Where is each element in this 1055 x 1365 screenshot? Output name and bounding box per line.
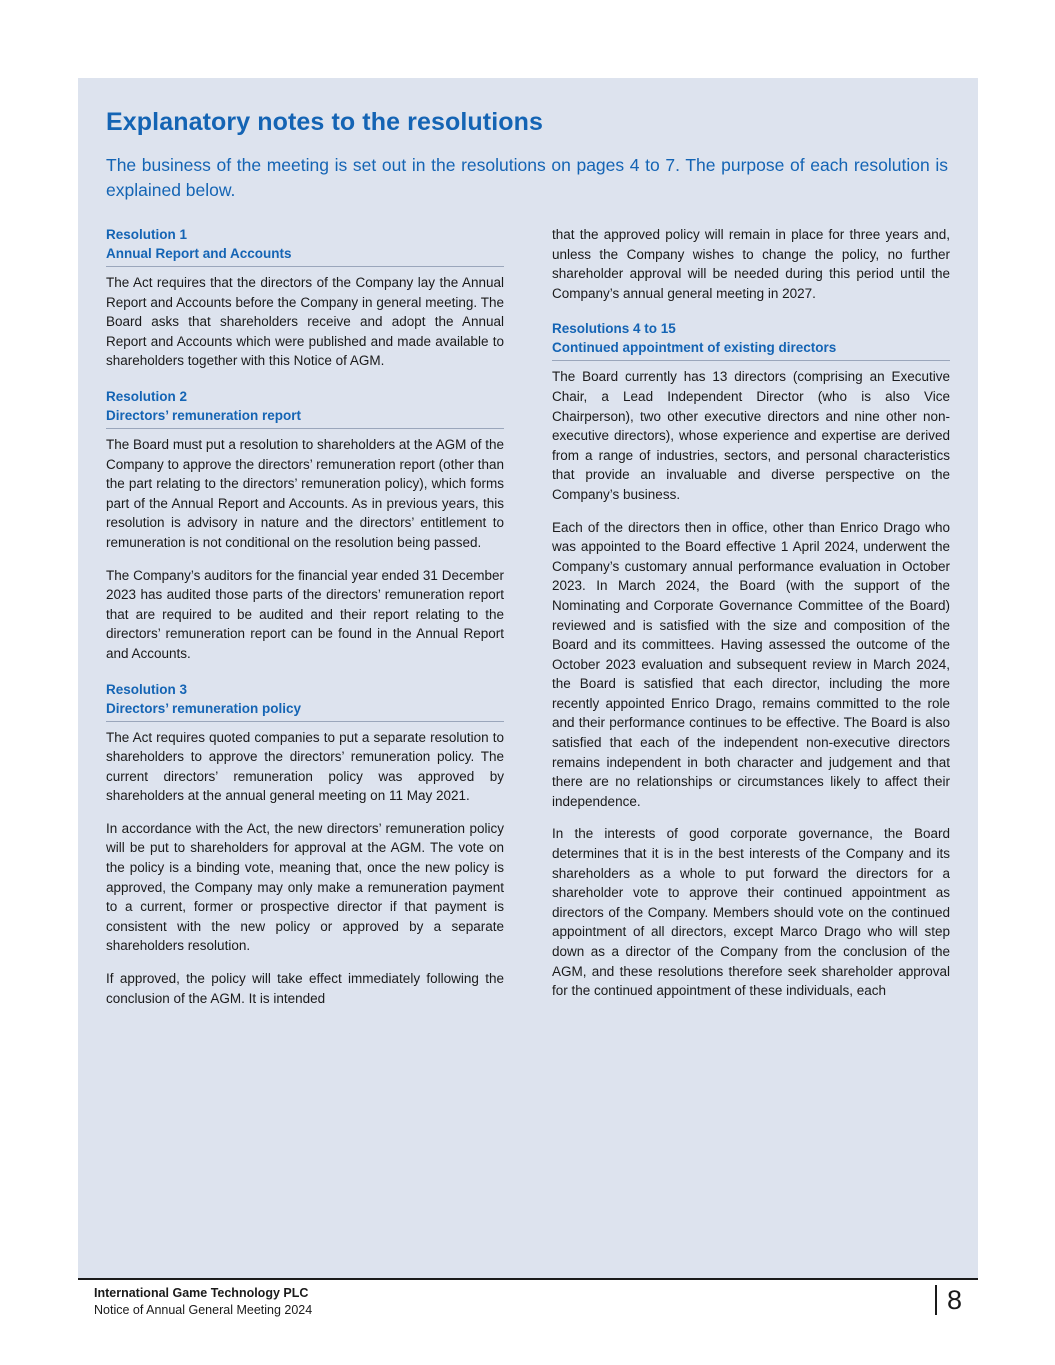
- footer-divider: [78, 1278, 978, 1280]
- page-title: Explanatory notes to the resolutions: [106, 108, 543, 136]
- footer-company: International Game Technology PLC: [94, 1286, 309, 1300]
- right-column: [552, 225, 950, 1015]
- section-heading: Resolution 3: [106, 681, 188, 697]
- paragraph: In accordance with the Act, the new directors’ remuneration policy will be put to shareholders for approval at the AGM. The vote on the policy is a binding vote, meaning that, once the new policy is approved, the Company may only make a remuneration payment to a current, former or prospective director if that payment is consistent with the new policy or approved by a separate shareholders resolution.: [106, 820, 504, 954]
- footer-rule-icon: [935, 1285, 937, 1315]
- paragraph: The Company’s auditors for the financial year ended 31 December 2023 has audited those parts of the directors’ remuneration report that are required to be audited and their report relating to the directors’ remuneration report can be found in the Annual Report and Accounts.: [106, 567, 504, 661]
- section-resolution-1: [106, 225, 504, 371]
- paragraph: The Act requires quoted companies to put a separate resolution to shareholders to approve the directors’ remuneration policy. The current directors’ remuneration policy was approved by shareholders at the annual general meeting on 11 May 2021.: [106, 729, 504, 804]
- section-subheading: Annual Report and Accounts: [106, 244, 504, 267]
- footer-subtitle: Notice of Annual General Meeting 2024: [94, 1303, 313, 1317]
- paragraph: In the interests of good corporate governance, the Board determines that it is in the best interests of the Company and its shareholders as a whole to put forward the directors for a shareholder vote to approve their continued appointment as directors of the Company. Members should vote on the continued appointment of all directors, except Marco Drago who will step down as a director of the Company from the conclusion of the AGM, and these resolutions therefore seek shareholder approval for the continued appointment of these individuals, each: [552, 826, 950, 999]
- continuation-paragraph: that the approved policy will remain in place for three years and, unless the Company wishes to change the policy, no further shareholder approval will be needed during this period until the Company’s annual general meeting in 2027.: [552, 227, 950, 301]
- page-footer: [78, 1285, 978, 1319]
- footer-page-number-group: [935, 1285, 978, 1315]
- section-subheading: Directors’ remuneration report: [106, 406, 504, 429]
- page-number: 8: [946, 1285, 962, 1315]
- paragraph: The Board must put a resolution to shareholders at the AGM of the Company to approve the directors’ remuneration report (other than the part relating to the directors’ remuneration policy), which forms part of the Annual Report and Accounts. As in previous years, this resolution is advisory in nature and the directors’ entitlement to remuneration is not conditional on the resolution being passed.: [106, 436, 504, 550]
- section-heading: Resolution 1: [106, 227, 188, 242]
- paragraph: The Board currently has 13 directors (comprising an Executive Chair, a Lead Independent Director (who is also Vice Chairperson), two other executive directors and nine other non-executive directors), whose experience and expertise are derived from a range of industries, sectors, and personal characteristics that provide an invaluable and diverse perspective on the Company’s business.: [552, 369, 950, 502]
- two-column-body: [106, 225, 950, 1022]
- document-page: [78, 78, 978, 1278]
- paragraph: Each of the directors then in office, other than Enrico Drago who was appointed to the Board effective 1 April 2024, underwent the Company’s customary annual performance evaluation in October 2023. In March 2024, the Board (with the support of the Nominating and Corporate Governance Committee of the Board) reviewed and is satisfied with the size and composition of the Board and its committees. Having assessed the outcome of the October 2023 evaluation and subsequent review in March 2024, the Board is satisfied that each director, including the more recently appointed Enrico Drago, remains committed to the role and their performance continues to be effective. The Board is also satisfied that each of the independent non-executive directors remains independent in both character and judgement and that there are no relationships or circumstances likely to affect their independence.: [552, 519, 950, 809]
- section-resolutions-4-to-15: [552, 319, 950, 1000]
- paragraph: If approved, the policy will take effect immediately following the conclusion of the AGM. It is intended: [106, 971, 504, 1006]
- section-subheading: Continued appointment of existing directors: [552, 338, 950, 361]
- section-heading: Resolutions 4 to 15: [552, 321, 676, 337]
- section-resolution-3: [106, 680, 504, 1009]
- intro-paragraph: The business of the meeting is set out in the resolutions on pages 4 to 7. The purpose of each resolution is explained below.: [106, 155, 948, 200]
- section-resolution-2: [106, 387, 504, 664]
- paragraph: The Act requires that the directors of the Company lay the Annual Report and Accounts before the Company in general meeting. The Board asks that shareholders receive and adopt the Annual Report and Accounts which were published and made available to shareholders together with this Notice of AGM.: [106, 275, 504, 369]
- section-heading: Resolution 2: [106, 388, 188, 404]
- footer-text: [78, 1285, 312, 1319]
- section-subheading: Directors’ remuneration policy: [106, 699, 504, 722]
- left-column: [106, 225, 504, 1022]
